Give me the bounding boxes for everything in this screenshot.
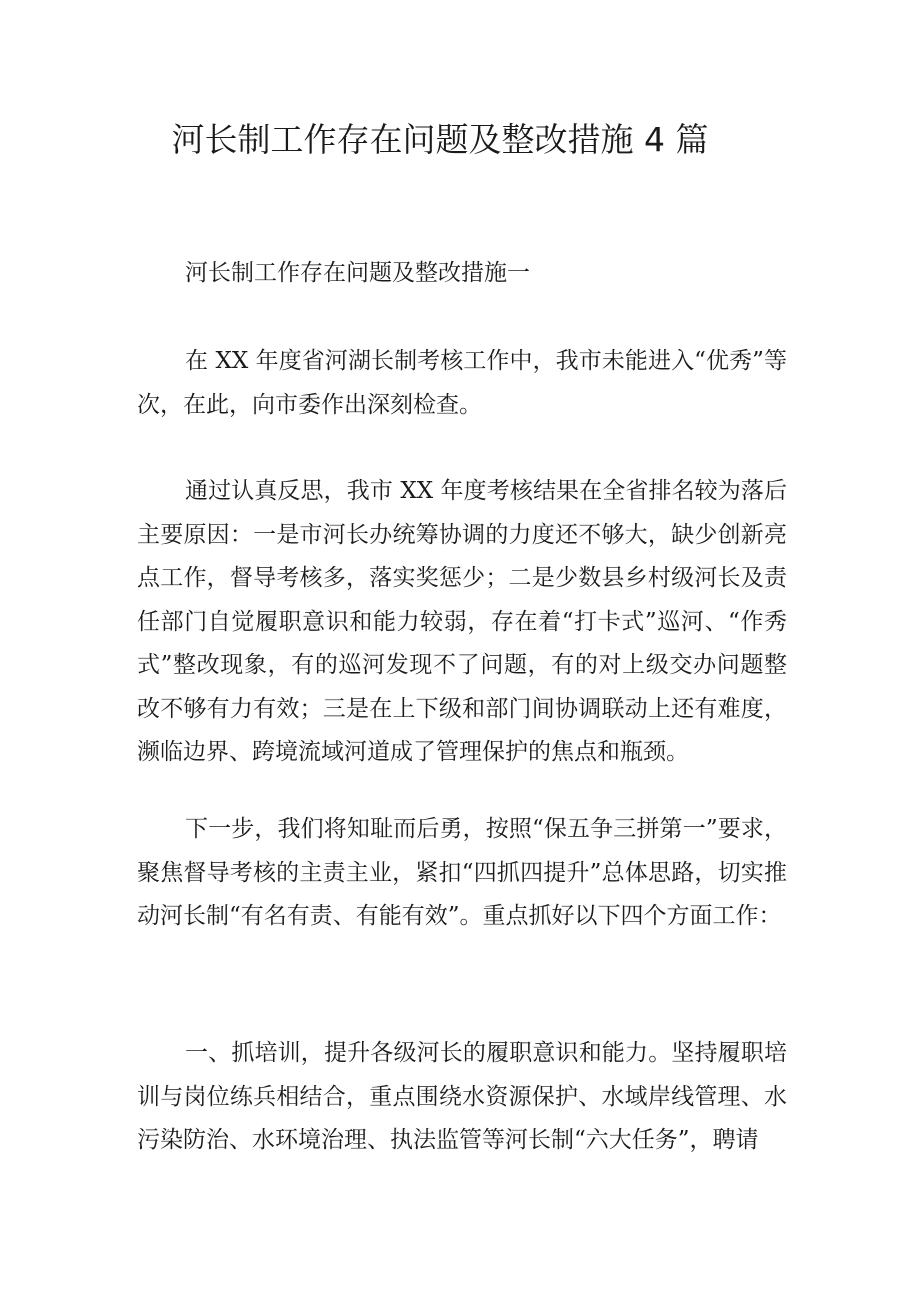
paragraph: 通过认真反思，我市 XX 年度考核结果在全省排名较为落后主要原因：一是市河长办统筹协调的力度还不够大，缺少创新亮点工作，督导考核多，落实奖惩少；二是少数县乡村级河长及责任部门自觉履职意识和能力较弱，存在着“打卡式”巡河、“作秀式”整改现象，有的巡河发现不了问题，有的对上级交办问题整改不够有力有效；三是在上下级和部门间协调联动上还有难度，濒临边界、跨境流域河道成了管理保护的焦点和瓶颈。: [137, 478, 787, 765]
paragraph: 一、抓培训，提升各级河长的履职意识和能力。坚持履职培训与岗位练兵相结合，重点围绕水资源保护、水域岸线管理、水污染防治、水环境治理、执法监管等河长制“六大任务”，聘请: [137, 1040, 787, 1153]
paragraph: 下一步，我们将知耻而后勇，按照“保五争三拼第一”要求，聚焦督导考核的主责主业，紧扣“四抓四提升”总体思路，切实推动河长制“有名有责、有能有效”。重点抓好以下四个方面工作：: [137, 816, 787, 929]
document-title: 河长制工作存在问题及整改措施 4 篇: [171, 120, 709, 159]
section-heading: 河长制工作存在问题及整改措施一: [185, 260, 530, 286]
paragraph: 在 XX 年度省河湖长制考核工作中，我市未能进入“优秀”等次，在此，向市委作出深刻检查。: [137, 348, 787, 418]
